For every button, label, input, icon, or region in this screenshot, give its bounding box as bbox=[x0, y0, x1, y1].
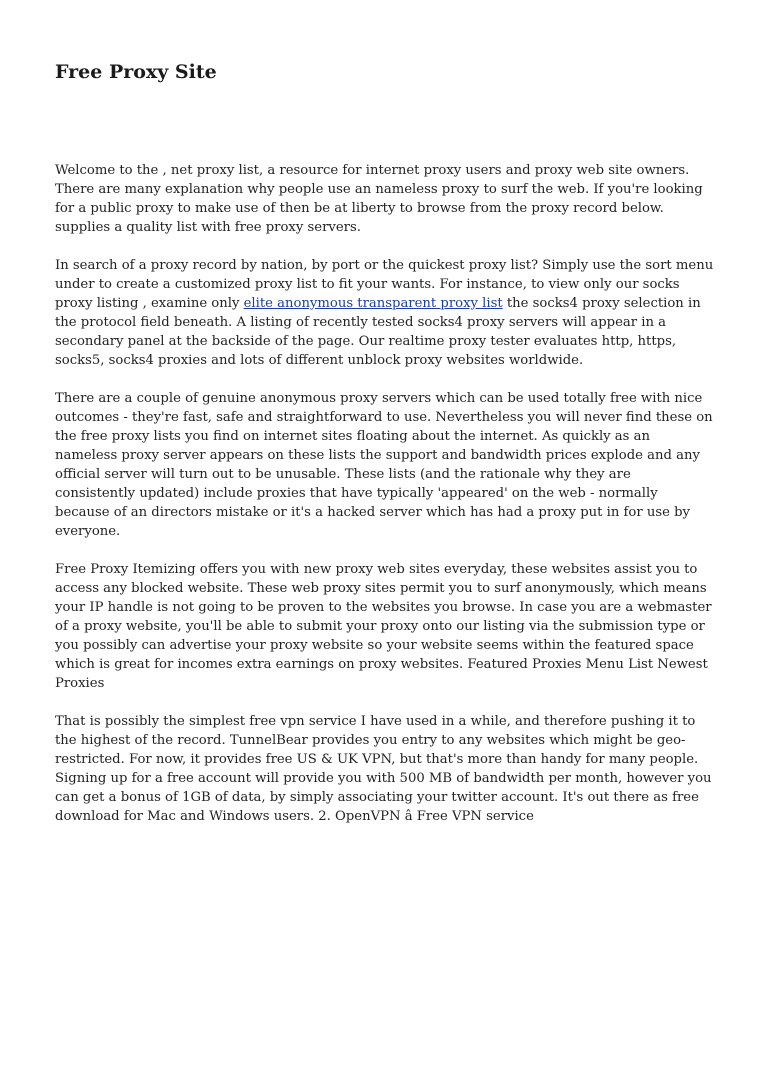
document-body bbox=[55, 161, 715, 845]
elite-proxy-list-link[interactable]: elite anonymous transparent proxy list bbox=[243, 296, 503, 311]
document-page bbox=[55, 58, 715, 824]
paragraph-vpn-service: That is possibly the simplest free vpn service I have used in a while, and therefore pushing it to the highest of the record. TunnelBear provides you entry to any websites which might be geo-restricted. For now, it provides free US & UK VPN, but that's more than handy for many people. Signing up for a free account will provide you with 500 MB of bandwidth per month, however you can get a bonus of 1GB of data, by simply associating your twitter account. It's out there as free download for Mac and Windows users. 2. OpenVPN â Free VPN service bbox=[55, 714, 712, 824]
page-title: Free Proxy Site bbox=[55, 61, 217, 83]
paragraph-intro: Welcome to the , net proxy list, a resource for internet proxy users and proxy web site owners. There are many explanation why people use an nameless proxy to surf the web. If you're looking for a public proxy to make use of then be at liberty to browse from the proxy record below. supplies a quality list with free proxy servers. bbox=[55, 163, 703, 235]
paragraph-proxy-search bbox=[55, 256, 715, 370]
paragraph-anonymous-servers: There are a couple of genuine anonymous proxy servers which can be used totally free with nice outcomes - they're fast, safe and straightforward to use. Nevertheless you will never find these on the free proxy lists you find on internet sites floating about the internet. As quickly as an nameless proxy server appears on these lists the support and bandwidth prices explode and any official server will turn out to be unusable. These lists (and the rationale why they are consistently updated) include proxies that have typically 'appeared' on the web - normally because of an directors mistake or it's a hacked server which has had a proxy put in for use by everyone. bbox=[55, 391, 713, 539]
paragraph-text-after-link: the socks4 proxy selection in the protocol field beneath. A listing of recently tested socks4 proxy servers will appear in a secondary panel at the backside of the page. Our realtime proxy tester evaluates http, https, socks5, socks4 proxies and lots of different unblock proxy websites worldwide. bbox=[55, 296, 701, 368]
paragraph-free-proxy-itemizing: Free Proxy Itemizing offers you with new proxy web sites everyday, these websites assist you to access any blocked website. These web proxy sites permit you to surf anonymously, which means your IP handle is not going to be proven to the websites you browse. In case you are a webmaster of a proxy website, you'll be able to submit your proxy onto our listing via the submission type or you possibly can advertise your proxy website so your website seems within the featured space which is great for incomes extra earnings on proxy websites. Featured Proxies Menu List Newest Proxies bbox=[55, 562, 712, 691]
paragraph-text-before-link: In search of a proxy record by nation, by port or the quickest proxy list? Simply use the sort menu under to create a customized proxy list to fit your wants. For instance, to view only our socks proxy listing , examine only bbox=[55, 258, 714, 311]
